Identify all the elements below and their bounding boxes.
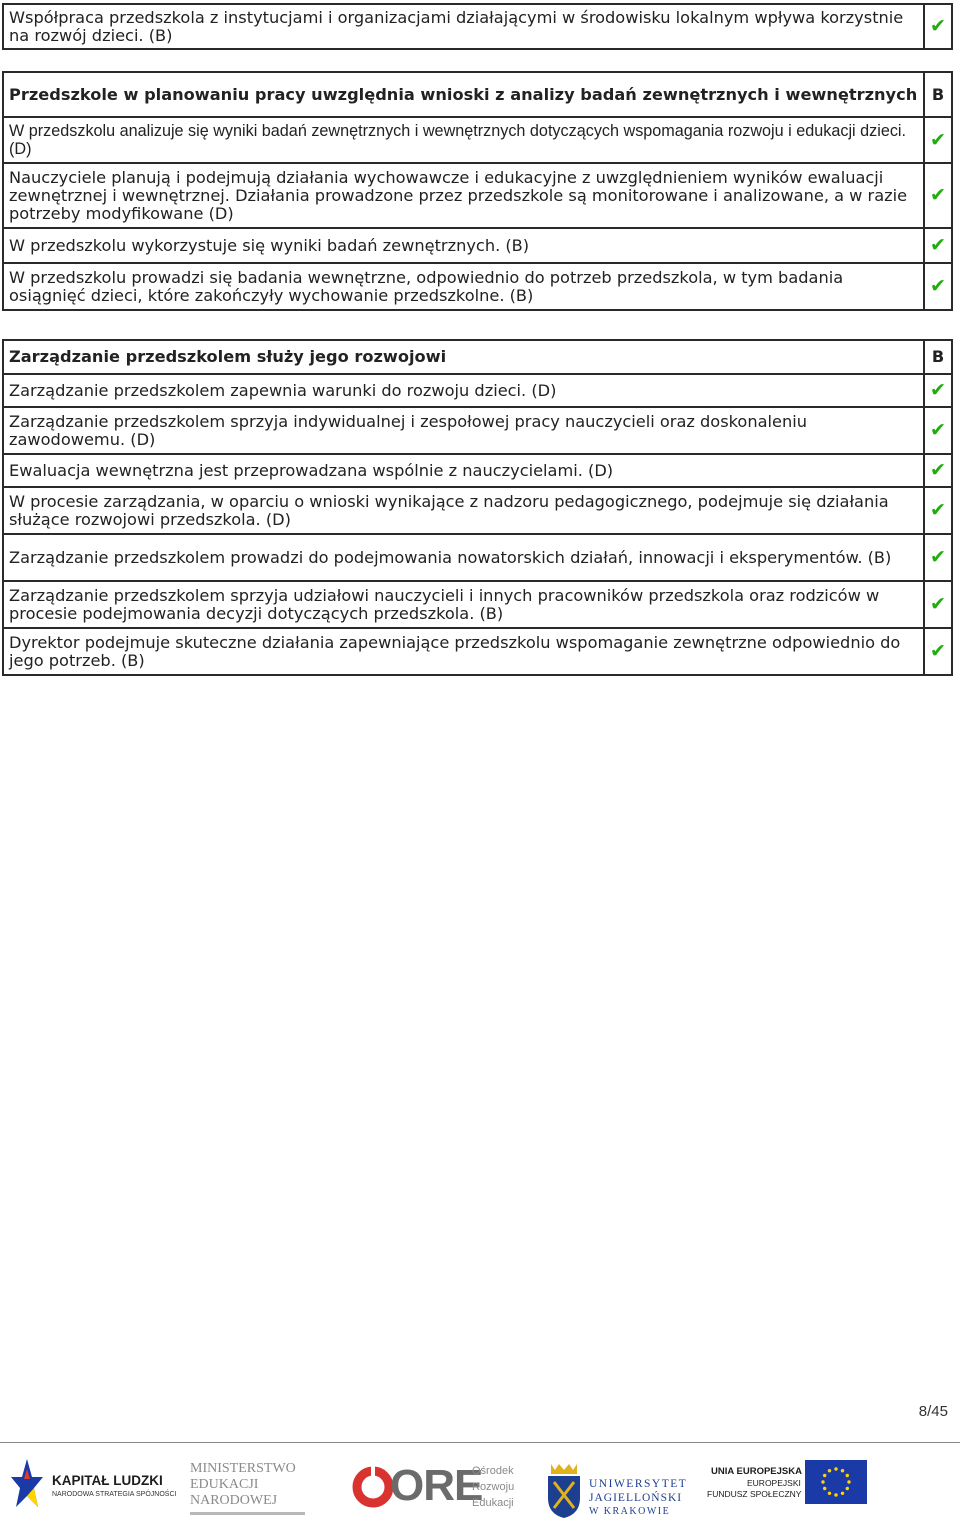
criterion-text: Dyrektor podejmuje skuteczne działania zapewniające przedszkolu wspomaganie zewnętrzne odpowiednio do jego potrzeb. (B) [3,628,924,675]
uniwersytet-jagiellonski-logo [545,1458,688,1524]
check-cell [924,628,952,675]
ore-line-2: Rozwoju [472,1481,515,1493]
grade-label: B [924,340,952,374]
uj-line-2: JAGIELLOŃSKI [589,1492,683,1504]
table-row [3,228,952,263]
criterion-text: Zarządzanie przedszkolem sprzyja indywidualnej i zespołowej pracy nauczycieli oraz doskonaleniu zawodowemu. (D) [3,407,924,454]
check-cell [924,487,952,534]
criterion-text: Zarządzanie przedszkolem prowadzi do podejmowania nowatorskich działań, innowacji i eksperymentów. (B) [3,534,924,581]
kapital-ludzki-logo [10,1455,177,1517]
ore-mark: ORE [390,1461,483,1510]
table-row [3,163,952,228]
criterion-text: Zarządzanie przedszkolem sprzyja udziałowi nauczycieli i innych pracowników przedszkola oraz rodziców w procesie podejmowania decyzji dotyczących przedszkola. (B) [3,581,924,628]
criterion-text: Ewaluacja wewnętrzna jest przeprowadzana wspólnie z nauczycielami. (D) [3,454,924,487]
checkmark-icon: ✔ [930,459,946,481]
ore-logo [350,1457,525,1517]
table-row [3,487,952,534]
table-header-row [3,340,952,374]
grade-label: B [924,72,952,117]
unia-europejska-logo [705,1458,870,1510]
check-cell [924,374,952,407]
table-row [3,534,952,581]
criterion-text: W procesie zarządzania, w oparciu o wnioski wynikające z nadzoru pedagogicznego, podejmuje się działania służące rozwojowi przedszkola. (D) [3,487,924,534]
criterion-text: Współpraca przedszkola z instytucjami i organizacjami działającymi w środowisku lokalnym wpływa korzystnie na rozwój dzieci. (B) [3,4,924,49]
ore-circle-icon [352,1466,394,1508]
check-cell [924,581,952,628]
kapital-ludzki-star-icon [10,1457,44,1513]
ministerstwo-line-3: NARODOWEJ [190,1493,278,1508]
criterion-text: W przedszkolu prowadzi się badania wewnętrzne, odpowiednio do potrzeb przedszkola, w tym badania osiągnięć dzieci, które zakończyły wychowanie przedszkolne. (B) [3,263,924,310]
table-row [3,4,952,49]
criterion-text: Nauczyciele planują i podejmują działania wychowawcze i edukacyjne z uwzględnieniem wyników ewaluacji zewnętrznej i wewnętrznej. Działania prowadzone przez przedszkole są monitorowane i analizowane, a w razie potrzeby modyfikowane (D) [3,163,924,228]
page-number: 8/45 [918,1403,948,1420]
uj-line-3: W KRAKOWIE [589,1506,671,1517]
requirement-title: Przedszkole w planowaniu pracy uwzględnia wnioski z analizy badań zewnętrznych i wewnętrznych [3,72,924,117]
requirement-title: Zarządzanie przedszkolem służy jego rozwojowi [3,340,924,374]
checkmark-icon: ✔ [930,499,946,521]
check-cell [924,4,952,49]
ministerstwo-logo [188,1458,313,1520]
table-row [3,454,952,487]
table-header-row [3,72,952,117]
ministerstwo-underline [190,1512,305,1515]
footer-divider [0,1442,960,1443]
check-cell [924,117,952,163]
uj-line-1: UNIWERSYTET [589,1478,688,1490]
ore-line-1: Ośrodek [472,1465,514,1477]
check-cell [924,263,952,310]
table-row [3,407,952,454]
table-row [3,628,952,675]
criteria-table-1 [2,3,953,50]
checkmark-icon: ✔ [930,234,946,256]
table-row [3,581,952,628]
criteria-table-3 [2,339,953,676]
check-cell [924,407,952,454]
criteria-table-2 [2,71,953,311]
criterion-text: W przedszkolu analizuje się wyniki badań zewnętrznych i wewnętrznych dotyczących wspomagania rozwoju i edukacji dzieci. (D) [3,117,924,163]
eu-flag-icon [805,1460,867,1504]
checkmark-icon: ✔ [930,640,946,662]
uj-crest-icon [545,1460,583,1520]
criterion-text: Zarządzanie przedszkolem zapewnia warunki do rozwoju dzieci. (D) [3,374,924,407]
check-cell [924,228,952,263]
checkmark-icon: ✔ [930,275,946,297]
checkmark-icon: ✔ [930,593,946,615]
checkmark-icon: ✔ [930,184,946,206]
check-cell [924,454,952,487]
ue-line-3: FUNDUSZ SPOŁECZNY [707,1489,802,1499]
check-cell [924,534,952,581]
checkmark-icon: ✔ [930,128,946,151]
ministerstwo-line-1: MINISTERSTWO [190,1461,296,1476]
checkmark-icon: ✔ [930,546,946,568]
ue-line-2: EUROPEJSKI [747,1478,801,1488]
checkmark-icon: ✔ [930,15,946,37]
kapital-ludzki-subtitle: NARODOWA STRATEGIA SPÓJNOŚCI [52,1491,177,1498]
table-row [3,374,952,407]
checkmark-icon: ✔ [930,379,946,401]
kapital-ludzki-title: KAPITAŁ LUDZKI [52,1473,163,1488]
ministerstwo-line-2: EDUKACJI [190,1477,259,1492]
ue-line-1: UNIA EUROPEJSKA [711,1466,802,1477]
table-row [3,117,952,163]
ore-line-3: Edukacji [472,1497,514,1509]
check-cell [924,163,952,228]
criterion-text: W przedszkolu wykorzystuje się wyniki badań zewnętrznych. (B) [3,228,924,263]
checkmark-icon: ✔ [930,419,946,441]
table-row [3,263,952,310]
